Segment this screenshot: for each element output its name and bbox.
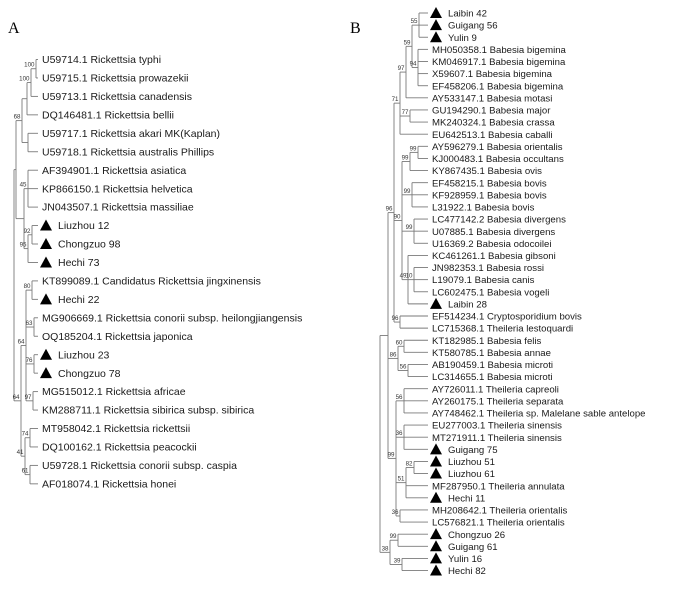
sample-label: Guigang 56 bbox=[448, 20, 498, 32]
sample-label: Liuzhou 61 bbox=[448, 469, 495, 481]
bootstrap-value: 59 bbox=[403, 39, 411, 47]
sample-marker-icon bbox=[40, 256, 52, 267]
reference-label: LC602475.1 Babesia vogeli bbox=[432, 287, 550, 299]
reference-label: EF514234.1 Cryptosporidium bovis bbox=[432, 311, 582, 323]
reference-label: KT580785.1 Babesia annae bbox=[432, 347, 551, 359]
sample-marker-icon bbox=[40, 367, 52, 378]
reference-label: LC477142.2 Babesia divergens bbox=[432, 214, 566, 226]
bootstrap-value: 96 bbox=[391, 315, 399, 323]
reference-label: AF394901.1 Rickettsia asiatica bbox=[42, 164, 187, 177]
reference-label: AY260175.1 Theileria separata bbox=[432, 396, 564, 408]
bootstrap-value: 39 bbox=[393, 557, 401, 565]
bootstrap-value: 82 bbox=[405, 460, 413, 468]
reference-label: AY596279.1 Babesia orientalis bbox=[432, 141, 563, 153]
bootstrap-value: 51 bbox=[397, 475, 405, 483]
reference-label: U59713.1 Rickettsia canadensis bbox=[42, 91, 193, 103]
bootstrap-value: 97 bbox=[397, 65, 405, 73]
reference-label: U59715.1 Rickettsia prowazekii bbox=[42, 72, 189, 85]
reference-label: AF018074.1 Rickettsia honei bbox=[42, 478, 177, 491]
bootstrap-value: 97 bbox=[24, 393, 32, 401]
panel-a-tree bbox=[8, 20, 302, 490]
reference-label: MH208642.1 Theileria orientalis bbox=[432, 505, 568, 517]
panel-b-leaf-labels bbox=[430, 7, 646, 577]
reference-label: OQ185204.1 Rickettsia japonica bbox=[42, 330, 193, 343]
reference-label: EF458215.1 Babesia bovis bbox=[432, 178, 547, 190]
panel-a-leaf-labels bbox=[40, 54, 302, 490]
bootstrap-value: 99 bbox=[409, 145, 417, 153]
reference-label: MH050358.1 Babesia bigemina bbox=[432, 44, 566, 56]
reference-label: U16369.2 Babesia odocoilei bbox=[432, 238, 552, 250]
bootstrap-value: 36 bbox=[391, 508, 399, 516]
reference-label: KM288711.1 Rickettsia sibirica subsp. sibirica bbox=[42, 404, 255, 417]
sample-label: Laibin 28 bbox=[448, 299, 487, 311]
bootstrap-value: 38 bbox=[381, 545, 389, 553]
bootstrap-value: 71 bbox=[391, 96, 399, 104]
bootstrap-value: 99 bbox=[401, 154, 409, 162]
sample-marker-icon bbox=[430, 443, 442, 454]
bootstrap-value: 60 bbox=[395, 339, 403, 347]
reference-label: MF287950.1 Theileria annulata bbox=[432, 481, 565, 493]
reference-label: U59714.1 Rickettsia typhi bbox=[42, 54, 162, 67]
bootstrap-value: 86 bbox=[389, 351, 397, 359]
reference-label: U59717.1 Rickettsia akari MK(Kaplan) bbox=[42, 127, 220, 140]
bootstrap-value: 49 bbox=[399, 272, 407, 280]
reference-label: KY867435.1 Babesia ovis bbox=[432, 166, 542, 178]
sample-marker-icon bbox=[430, 468, 442, 479]
reference-label: KT899089.1 Candidatus Rickettsia jingxinensis bbox=[42, 275, 261, 288]
bootstrap-value: 99 bbox=[405, 224, 413, 232]
panel-a-branches bbox=[14, 60, 38, 484]
reference-label: DQ146481.1 Rickettsia bellii bbox=[42, 109, 174, 122]
bootstrap-value: 61 bbox=[21, 467, 29, 475]
sample-label: Chongzuo 98 bbox=[58, 238, 121, 251]
bootstrap-value: 56 bbox=[395, 393, 403, 401]
bootstrap-value: 90 bbox=[393, 213, 401, 221]
reference-label: AY533147.1 Babesia motasi bbox=[432, 93, 553, 105]
bootstrap-value: 100 bbox=[24, 61, 35, 69]
reference-label: AY726011.1 Theileria capreoli bbox=[432, 384, 559, 396]
bootstrap-value: 41 bbox=[16, 449, 24, 457]
reference-label: LC314655.1 Babesia microti bbox=[432, 372, 553, 384]
reference-label: JN043507.1 Rickettsia massiliae bbox=[42, 201, 194, 214]
reference-label: LC715368.1 Theileria lestoquardi bbox=[432, 323, 574, 335]
sample-marker-icon bbox=[40, 238, 52, 249]
sample-label: Chongzuo 78 bbox=[58, 367, 121, 380]
sample-label: Guigang 75 bbox=[448, 444, 498, 456]
reference-label: KF928959.1 Babesia bovis bbox=[432, 190, 547, 202]
sample-label: Chongzuo 26 bbox=[448, 529, 506, 541]
reference-label: MG515012.1 Rickettsia africae bbox=[42, 386, 186, 399]
sample-marker-icon bbox=[430, 528, 442, 539]
bootstrap-value: 55 bbox=[410, 18, 418, 26]
reference-label: DQ100162.1 Rickettsia peacockii bbox=[42, 441, 197, 454]
sample-label: Liuzhou 51 bbox=[448, 457, 495, 469]
bootstrap-value: 92 bbox=[23, 227, 31, 235]
bootstrap-value: 94 bbox=[409, 60, 417, 68]
reference-label: GU194290.1 Babesia major bbox=[432, 105, 551, 117]
sample-marker-icon bbox=[40, 220, 52, 231]
bootstrap-value: 99 bbox=[389, 533, 397, 541]
reference-label: L31922.1 Babesia bovis bbox=[432, 202, 535, 214]
reference-label: JN982353.1 Babesia rossi bbox=[432, 263, 544, 275]
reference-label: U59728.1 Rickettsia conorii subsp. caspia bbox=[42, 460, 237, 472]
sample-marker-icon bbox=[430, 492, 442, 503]
sample-label: Hechi 73 bbox=[58, 257, 100, 270]
sample-label: Guigang 61 bbox=[448, 541, 498, 553]
reference-label: MK240324.1 Babesia crassa bbox=[432, 117, 555, 129]
sample-marker-icon bbox=[430, 19, 442, 30]
reference-label: U59718.1 Rickettsia australis Phillips bbox=[42, 146, 215, 159]
reference-label: MT958042.1 Rickettsia rickettsii bbox=[42, 423, 191, 436]
panel-b-branches bbox=[380, 13, 428, 571]
reference-label: AB190459.1 Babesia microti bbox=[432, 360, 554, 372]
panel-b-letter: B bbox=[350, 20, 361, 37]
sample-label: Liuzhou 23 bbox=[58, 349, 110, 362]
bootstrap-value: 74 bbox=[21, 430, 29, 438]
sample-label: Hechi 22 bbox=[58, 293, 100, 306]
bootstrap-value: 56 bbox=[399, 363, 407, 371]
sample-marker-icon bbox=[430, 455, 442, 466]
sample-marker-icon bbox=[430, 31, 442, 42]
sample-label: Liuzhou 12 bbox=[58, 220, 110, 233]
bootstrap-value: 68 bbox=[13, 113, 21, 121]
sample-marker-icon bbox=[430, 298, 442, 309]
bootstrap-value: 100 bbox=[19, 75, 30, 83]
reference-label: MT271911.1 Theileria sinensis bbox=[432, 432, 562, 444]
reference-label: EU642513.1 Babesia caballi bbox=[432, 129, 553, 141]
sample-marker-icon bbox=[430, 552, 442, 563]
bootstrap-value: 99 bbox=[387, 451, 395, 459]
reference-label: EF458206.1 Babesia bigemina bbox=[432, 81, 564, 93]
reference-label: LC576821.1 Theileria orientalis bbox=[432, 517, 565, 529]
bootstrap-value: 96 bbox=[385, 205, 393, 213]
reference-label: U07885.1 Babesia divergens bbox=[432, 226, 556, 238]
sample-marker-icon bbox=[430, 540, 442, 551]
sample-label: Yulin 9 bbox=[448, 32, 477, 44]
sample-marker-icon bbox=[430, 7, 442, 18]
bootstrap-value: 45 bbox=[19, 181, 27, 189]
reference-label: KT182985.1 Babesia felis bbox=[432, 335, 542, 347]
bootstrap-value: 10 bbox=[405, 272, 413, 280]
bootstrap-value: 63 bbox=[25, 320, 33, 328]
reference-label: KJ000483.1 Babesia occultans bbox=[432, 154, 564, 166]
sample-label: Laibin 42 bbox=[448, 8, 487, 20]
bootstrap-value: 77 bbox=[401, 109, 409, 117]
reference-label: L19079.1 Babesia canis bbox=[432, 275, 535, 287]
reference-label: EU277003.1 Theileria sinensis bbox=[432, 420, 562, 432]
sample-label: Yulin 16 bbox=[448, 554, 483, 565]
reference-label: KP866150.1 Rickettsia helvetica bbox=[42, 183, 193, 196]
panel-b-tree bbox=[350, 7, 646, 577]
reference-label: KM046917.1 Babesia bigemina bbox=[432, 57, 566, 69]
sample-marker-icon bbox=[430, 565, 442, 576]
bootstrap-value: 76 bbox=[25, 356, 33, 364]
bootstrap-value: 64 bbox=[17, 338, 25, 346]
bootstrap-value: 95 bbox=[19, 241, 27, 249]
reference-label: KC461261.1 Babesia gibsoni bbox=[432, 251, 556, 262]
reference-label: X59607.1 Babesia bigemina bbox=[432, 69, 553, 81]
sample-marker-icon bbox=[40, 349, 52, 360]
reference-label: AY748462.1 Theileria sp. Malelane sable antelope bbox=[432, 408, 646, 420]
bootstrap-value: 64 bbox=[12, 393, 20, 401]
panel-a-letter: A bbox=[8, 20, 20, 37]
bootstrap-value: 80 bbox=[23, 283, 31, 291]
sample-label: Hechi 82 bbox=[448, 566, 486, 578]
sample-marker-icon bbox=[40, 293, 52, 304]
sample-label: Hechi 11 bbox=[448, 493, 486, 505]
bootstrap-value: 36 bbox=[395, 430, 403, 438]
reference-label: MG906669.1 Rickettsia conorii subsp. heilongjiangensis bbox=[42, 312, 303, 325]
bootstrap-value: 99 bbox=[403, 187, 411, 195]
